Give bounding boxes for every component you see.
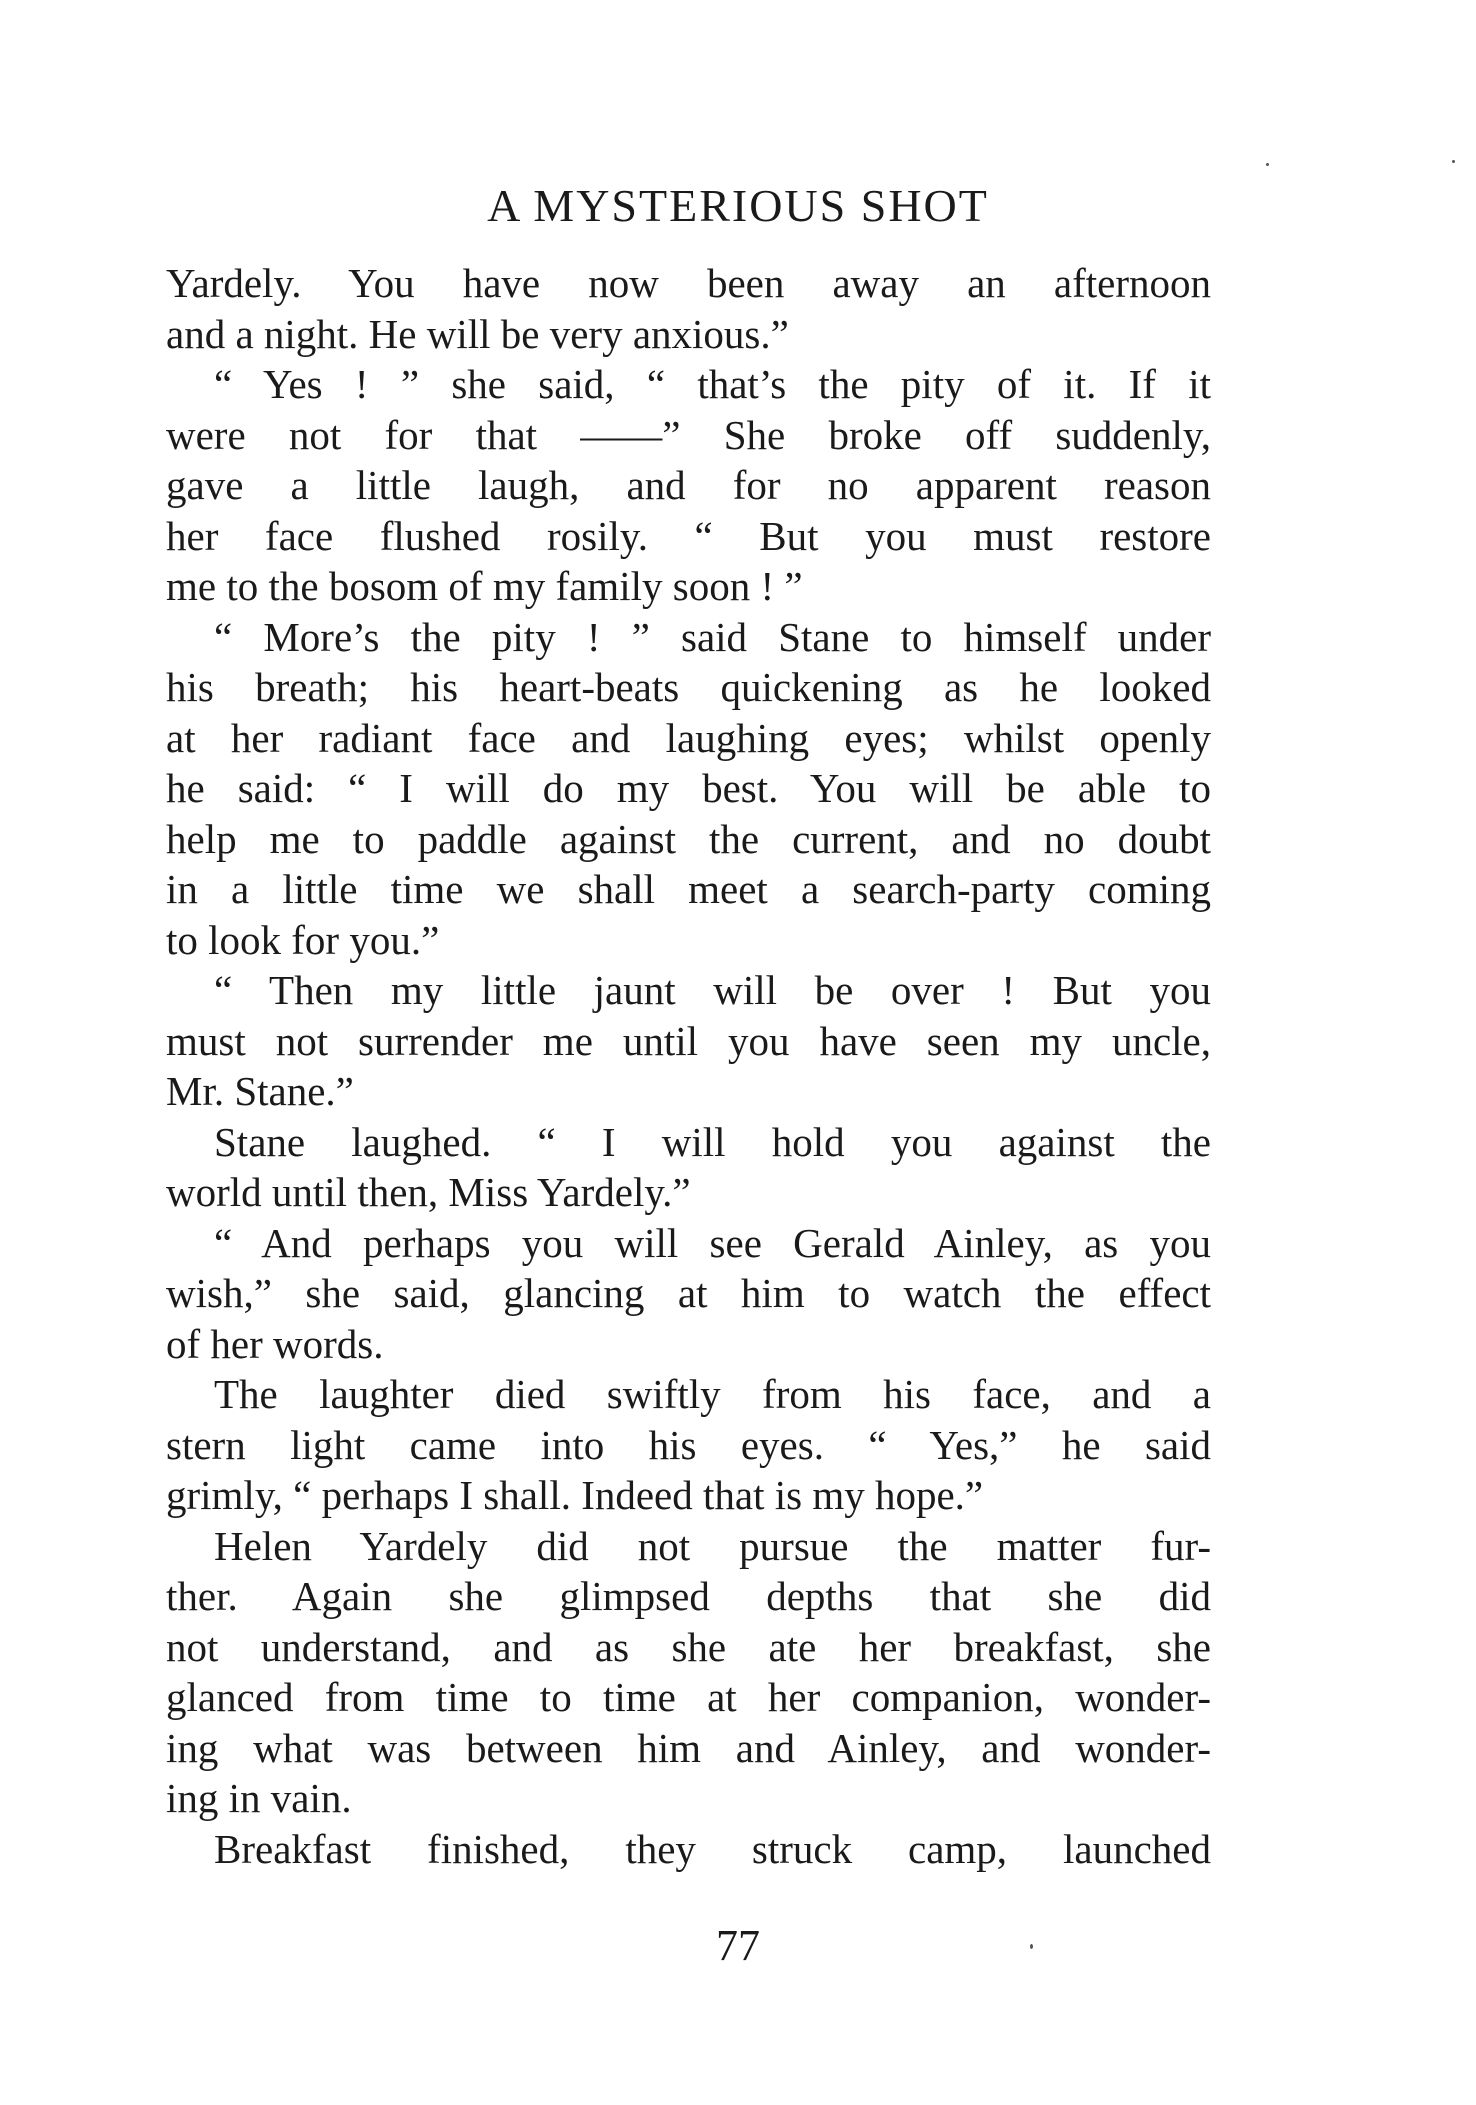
text-line: at her radiant face and laughing eyes; whilst openly — [166, 714, 1211, 761]
text-line: grimly, “ perhaps I shall. Indeed that is my hope.” — [166, 1472, 984, 1518]
text-line: glanced from time to time at her companion, wonder- — [166, 1674, 1211, 1720]
text-line: in a little time we shall meet a search-party coming — [166, 866, 1211, 912]
print-speck — [1030, 1944, 1033, 1949]
text-line: Mr. Stane.” — [166, 1068, 354, 1114]
text-line: ing in vain. — [166, 1775, 352, 1821]
text-line: Yardely. You have now been away an afternoon — [166, 260, 1211, 306]
print-speck — [1452, 160, 1455, 163]
text-line: gave a little laugh, and for no apparent reason — [166, 462, 1211, 508]
text-line: he said: “ I will do my best. You will be able to — [166, 765, 1211, 811]
text-line: “ And perhaps you will see Gerald Ainley, as you — [214, 1219, 1211, 1266]
page-number: 77 — [716, 1921, 760, 1970]
body-text — [166, 258, 1211, 1874]
text-line: wish,” she said, glancing at him to watch the effect — [166, 1270, 1211, 1316]
print-speck — [1266, 163, 1269, 166]
text-line: me to the bosom of my family soon ! ” — [166, 563, 803, 609]
text-line: “ Yes ! ” she said, “ that’s the pity of it. If it — [214, 361, 1211, 407]
text-line: “ More’s the pity ! ” said Stane to himself under — [214, 613, 1211, 660]
text-line: her face flushed rosily. “ But you must restore — [166, 512, 1211, 559]
text-line: not understand, and as she ate her breakfast, she — [166, 1623, 1211, 1670]
text-line: Helen Yardely did not pursue the matter fur- — [214, 1522, 1211, 1569]
text-line: his breath; his heart-beats quickening as he looked — [166, 664, 1211, 710]
text-line: must not surrender me until you have seen my uncle, — [166, 1017, 1211, 1064]
text-line: The laughter died swiftly from his face, and a — [214, 1371, 1211, 1417]
text-line: to look for you.” — [166, 916, 440, 963]
text-line: “ Then my little jaunt will be over ! But you — [214, 967, 1211, 1013]
text-line: help me to paddle against the current, and no doubt — [166, 815, 1211, 862]
text-line: stern light came into his eyes. “ Yes,” he said — [166, 1421, 1211, 1468]
text-line: were not for that ——” She broke off suddenly, — [166, 411, 1211, 458]
text-line: Stane laughed. “ I will hold you against the — [214, 1118, 1211, 1165]
running-title: A MYSTERIOUS SHOT — [487, 180, 989, 231]
text-line: and a night. He will be very anxious.” — [166, 310, 789, 357]
text-line: ing what was between him and Ainley, and wonder- — [166, 1724, 1211, 1771]
text-line: of her words. — [166, 1320, 384, 1367]
text-line: world until then, Miss Yardely.” — [166, 1169, 691, 1215]
text-line: ther. Again she glimpsed depths that she did — [166, 1573, 1211, 1619]
text-line: Breakfast finished, they struck camp, launched — [214, 1825, 1211, 1872]
